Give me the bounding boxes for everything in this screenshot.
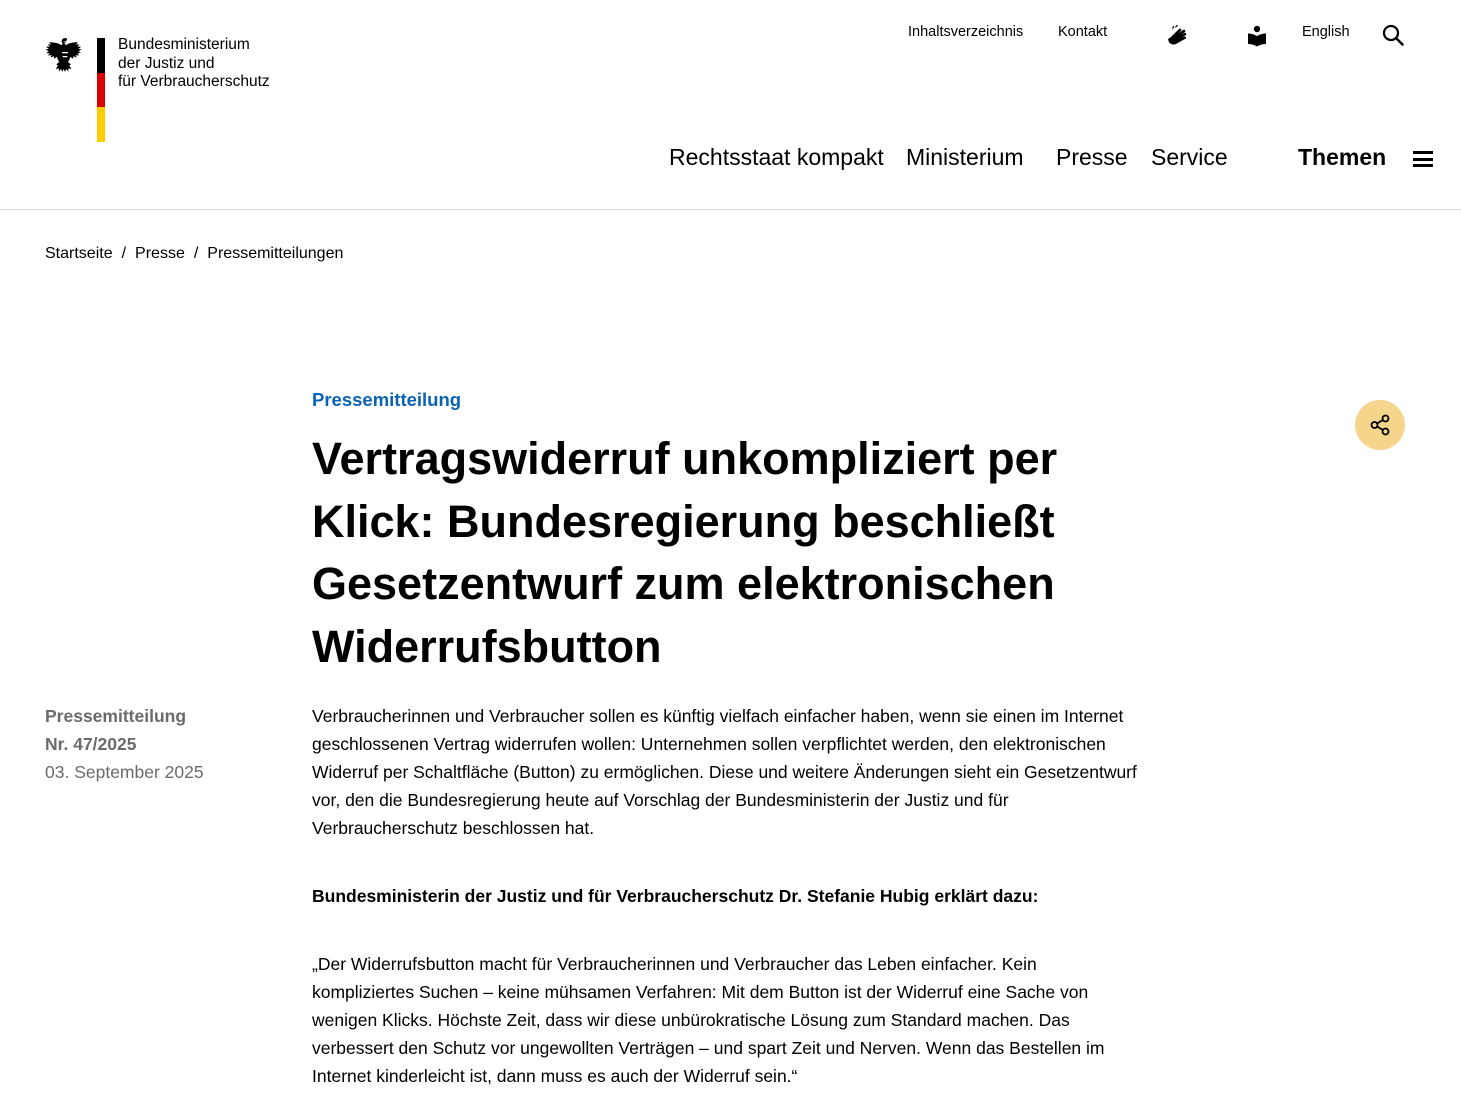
service-navigation	[0, 22, 1461, 52]
search-icon[interactable]	[1381, 23, 1405, 47]
article-meta	[45, 702, 204, 786]
contact-link[interactable]: Kontakt	[1058, 24, 1108, 40]
share-icon	[1368, 413, 1392, 437]
share-button[interactable]	[1355, 400, 1405, 450]
ministry-name-line-3: für Verbraucherschutz	[118, 73, 270, 90]
meta-number: Nr. 47/2025	[45, 734, 137, 754]
easy-language-icon[interactable]	[1245, 23, 1269, 47]
article-headline: Vertragswiderruf unkompliziert per Klick: Bundesregierung beschließt Gesetzentwurf zum elektronischen Widerrufsbutton	[312, 433, 1058, 672]
toc-link[interactable]: Inhaltsverzeichnis	[908, 24, 1024, 40]
breadcrumb-startseite[interactable]: Startseite	[45, 245, 113, 262]
flag-stripe-red	[97, 73, 105, 108]
meta-date: 03. September 2025	[45, 762, 204, 782]
statement-intro: Bundesministerin der Justiz und für Verbraucherschutz Dr. Stefanie Hubig erklärt dazu:	[312, 886, 1039, 906]
main-navigation	[0, 143, 1461, 175]
nav-presse[interactable]: Presse	[1056, 144, 1128, 170]
ministry-name-line-1: Bundesministerium	[118, 36, 250, 53]
sign-language-icon[interactable]	[1165, 23, 1189, 47]
site-header	[0, 0, 1461, 210]
menu-icon-bar	[1413, 151, 1433, 154]
meta-type: Pressemitteilung	[45, 706, 187, 726]
menu-icon-bar	[1413, 164, 1433, 167]
breadcrumb-separator: /	[193, 245, 199, 262]
breadcrumb-pressemitteilungen[interactable]: Pressemitteilungen	[207, 245, 344, 262]
ministry-name-line-2: der Justiz und	[118, 54, 215, 72]
nav-themen[interactable]: Themen	[1298, 144, 1387, 170]
article-kicker: Pressemitteilung	[312, 389, 462, 410]
menu-icon-bar	[1413, 158, 1433, 161]
breadcrumb-presse[interactable]: Presse	[135, 245, 185, 262]
english-link[interactable]: English	[1302, 24, 1350, 40]
flag-stripe-gold	[97, 107, 105, 142]
article-body	[312, 702, 1138, 1090]
nav-rechtsstaat-kompakt[interactable]: Rechtsstaat kompakt	[669, 144, 884, 170]
nav-ministerium[interactable]: Ministerium	[906, 144, 1024, 170]
article-lead: Verbraucherinnen und Verbraucher sollen es künftig vielfach einfacher haben, wenn sie einen im Internet geschlossenen Vertrag widerrufen wollen: Unternehmen sollen verpflichtet werden, den elektronischen Widerruf per Schaltfläche (Button) zu ermöglichen. Diese und weitere Änderungen sieht ein Gesetzentwurf vor, den die Bundesregierung heute auf Vorschlag der Bundesministerin der Justiz und für Verbraucherschutz beschlossen hat.	[312, 706, 1137, 838]
menu-icon[interactable]	[1413, 151, 1433, 167]
breadcrumb-separator: /	[121, 245, 127, 262]
german-flag-bar	[97, 38, 105, 142]
minister-quote: „Der Widerrufsbutton macht für Verbraucherinnen und Verbraucher das Leben einfacher. Kein kompliziertes Suchen – keine mühsamen Verfahren: Mit dem Button ist der Widerruf eine Sache von wenigen Klicks. Höchste Zeit, dass wir diese unbürokratische Lösung zum Standard machen. Das verbessert den Schutz vor ungewollten Verträgen – und spart Zeit und Nerven. Wenn das Bestellen im Internet kinderleicht ist, dann muss es auch der Widerruf sein.“	[312, 954, 1105, 1086]
breadcrumb	[45, 243, 343, 265]
nav-service[interactable]: Service	[1151, 144, 1228, 170]
